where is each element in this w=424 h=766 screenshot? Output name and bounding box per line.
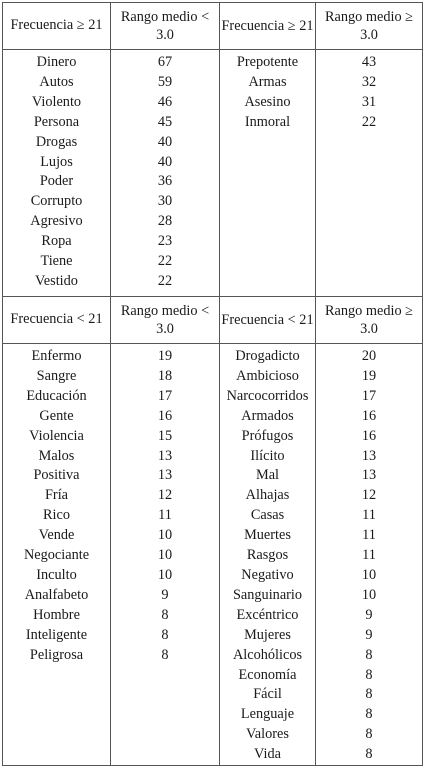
value-item: 10 [361,566,377,583]
word-item: Corrupto [30,193,83,210]
value-item: 8 [365,646,373,663]
word-item: Violencia [29,427,84,444]
word-item: Dinero [36,54,77,70]
value-item: 9 [365,626,373,643]
word-item: Inmoral [244,113,291,130]
word-item: Excéntrico [236,606,299,623]
header-cell: Rango medio ≥ 3.0 [316,3,423,50]
value-item: 8 [365,746,373,763]
header-row-1 [3,3,423,50]
header-cell: Frecuencia ≥ 21 [220,3,316,50]
word-item: Positiva [33,467,80,484]
value-item: 43 [361,54,377,70]
word-item: Fácil [253,686,282,703]
value-item: 40 [157,153,173,170]
word-item: Prófugos [241,427,294,444]
value-item: 22 [157,272,173,289]
word-item: Narcocorridos [226,387,309,404]
word-item: Poder [39,173,74,190]
header-cell: Rango medio < 3.0 [111,297,220,344]
value-list-cell [316,344,423,766]
value-item: 17 [157,387,173,404]
word-item: Educación [26,387,87,404]
word-item: Mujeres [244,626,291,643]
value-item: 10 [157,566,173,583]
word-frequency-table [2,2,423,766]
word-item: Autos [39,73,74,90]
value-item: 46 [157,93,173,110]
value-item: 16 [157,407,173,424]
word-item: Negativo [241,566,294,583]
value-item: 10 [361,586,377,603]
value-item: 11 [362,547,376,564]
word-item: Drogas [35,133,78,150]
value-item: 8 [365,706,373,723]
word-item: Muertes [244,527,291,544]
word-item: Vestido [35,272,78,289]
word-list-cell [3,50,111,297]
word-list-cell [220,50,316,297]
word-item: Alhajas [245,487,290,504]
word-item: Lujos [40,153,73,170]
value-item: 30 [157,193,173,210]
value-item: 23 [157,233,173,250]
header-cell: Frecuencia < 21 [3,297,111,344]
word-item: Ambicioso [236,367,299,384]
value-item: 17 [361,387,377,404]
value-item: 8 [161,646,169,663]
value-item: 22 [157,253,173,270]
word-item: Agresivo [30,213,83,230]
value-item: 40 [157,133,173,150]
value-item: 11 [362,527,376,544]
word-item: Valores [246,726,289,743]
header-cell: Rango medio ≥ 3.0 [316,297,423,344]
word-item: Casas [250,507,285,524]
value-item: 13 [361,467,377,484]
value-item: 32 [361,73,377,90]
word-item: Armas [248,73,287,90]
value-list-cell [316,50,423,297]
value-item: 31 [361,93,377,110]
word-item: Ilícito [250,447,285,464]
word-item: Gente [39,407,74,424]
value-item: 11 [362,507,376,524]
header-cell: Frecuencia ≥ 21 [3,3,111,50]
word-item: Analfabeto [24,586,89,603]
value-item: 10 [157,547,173,564]
value-item: 67 [157,54,173,70]
word-item: Enfermo [31,348,82,364]
word-list-cell [3,344,111,766]
word-item: Mal [255,467,280,484]
word-item: Rico [42,507,70,524]
word-item: Malos [38,447,75,464]
value-item: 15 [157,427,173,444]
word-item: Lenguaje [240,706,295,723]
value-item: 13 [157,447,173,464]
value-item: 11 [158,507,172,524]
body-row-1 [3,50,423,297]
word-item: Hombre [33,606,80,623]
value-item: 19 [361,367,377,384]
header-row-2 [3,297,423,344]
value-item: 16 [361,427,377,444]
word-item: Sanguinario [232,586,303,603]
value-item: 28 [157,213,173,230]
value-item: 9 [161,586,169,603]
word-item: Alcohólicos [232,646,303,663]
word-item: Ropa [41,233,72,250]
value-item: 8 [161,626,169,643]
word-item: Asesino [244,93,291,110]
header-cell: Frecuencia < 21 [220,297,316,344]
value-item: 8 [365,686,373,703]
value-item: 20 [361,348,377,364]
word-item: Inculto [36,566,77,583]
value-item: 8 [365,666,373,683]
word-item: Rasgos [246,547,289,564]
value-item: 45 [157,113,173,130]
word-item: Economía [238,666,297,683]
word-item: Persona [33,113,80,130]
word-item: Vida [254,746,281,763]
value-item: 9 [365,606,373,623]
value-item: 36 [157,173,173,190]
word-item: Armados [241,407,294,424]
value-item: 59 [157,73,173,90]
word-list-cell [220,344,316,766]
word-item: Peligrosa [29,646,84,663]
header-cell: Rango medio < 3.0 [111,3,220,50]
value-item: 8 [365,726,373,743]
value-item: 12 [157,487,173,504]
word-item: Tiene [40,253,73,270]
word-item: Fría [44,487,69,504]
word-item: Prepotente [236,54,299,70]
value-item: 13 [157,467,173,484]
value-item: 18 [157,367,173,384]
value-item: 8 [161,606,169,623]
word-item: Negociante [23,547,90,564]
value-item: 13 [361,447,377,464]
value-list-cell [111,344,220,766]
value-item: 22 [361,113,377,130]
word-item: Violento [31,93,82,110]
body-row-2 [3,344,423,766]
value-list-cell [111,50,220,297]
value-item: 16 [361,407,377,424]
value-item: 12 [361,487,377,504]
word-item: Sangre [36,367,77,384]
value-item: 19 [157,348,173,364]
word-item: Inteligente [25,626,88,643]
value-item: 10 [157,527,173,544]
word-item: Vende [38,527,75,544]
word-item: Drogadicto [235,348,300,364]
